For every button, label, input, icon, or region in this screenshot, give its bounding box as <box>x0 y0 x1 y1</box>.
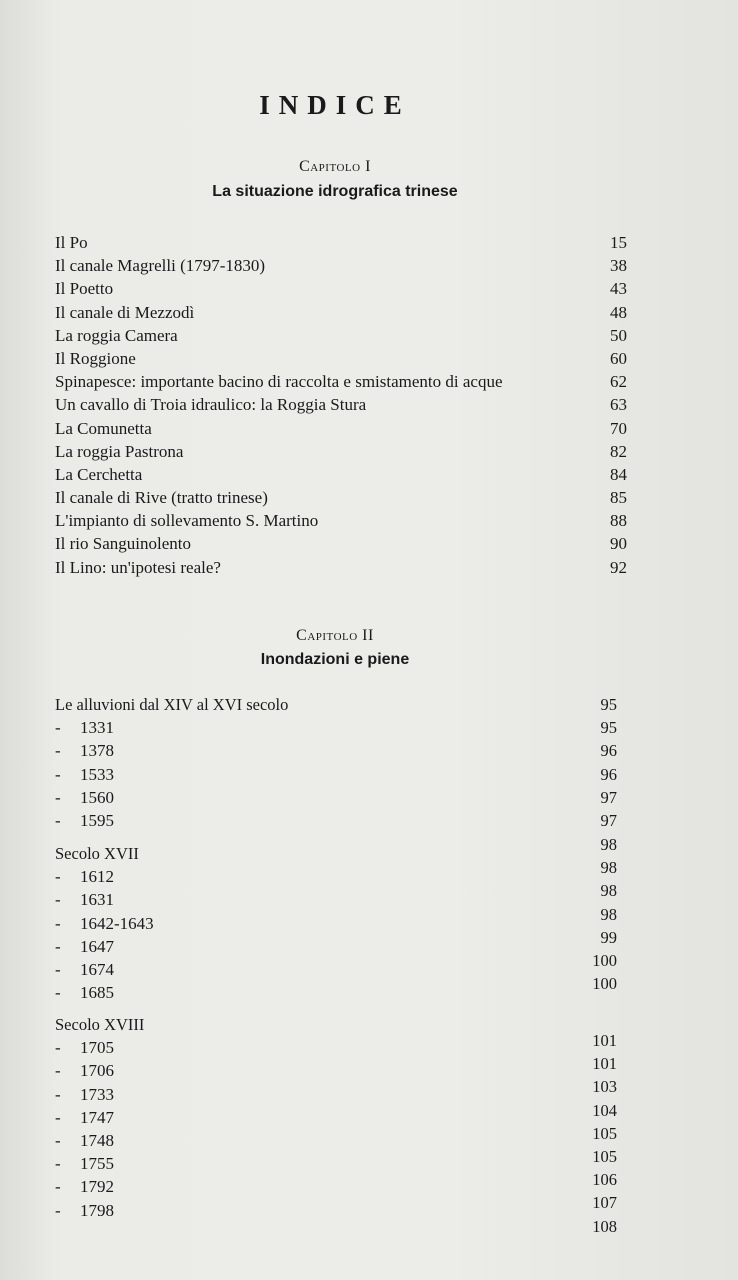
group-1-pages <box>570 693 617 832</box>
page-number: 101 <box>592 1054 617 1074</box>
page-number: 95 <box>600 695 617 714</box>
page-number: 97 <box>600 787 617 807</box>
toc-year-entry[interactable]: - 1755 <box>55 1154 114 1174</box>
toc-year-entry[interactable]: - 1631 <box>55 890 114 910</box>
toc-year-entry[interactable]: - 1747 <box>55 1107 114 1127</box>
page-number: 105 <box>592 1123 617 1143</box>
page-number: 105 <box>592 1146 617 1166</box>
page-number: 104 <box>592 1100 617 1120</box>
toc-group-heading[interactable]: Secolo XVII <box>55 844 139 863</box>
chapter-1-title: La situazione idrografica trinese <box>212 183 458 200</box>
toc-year-entry[interactable]: - 1798 <box>55 1200 114 1220</box>
page-number: 101 <box>592 1031 617 1050</box>
group-3-pages <box>570 1029 617 1238</box>
toc-entry[interactable]: La roggia Camera 50 <box>55 325 627 345</box>
page-number: 100 <box>592 950 617 970</box>
toc-year-entry[interactable]: - 1331 <box>55 718 114 738</box>
toc-year-entry[interactable]: - 1685 <box>55 983 114 1003</box>
page-number: 96 <box>600 764 617 784</box>
chapter-2-group-2 <box>55 842 627 1004</box>
toc-entry[interactable]: La roggia Pastrona 82 <box>55 441 627 461</box>
toc-entry[interactable]: La Cerchetta 84 <box>55 464 627 484</box>
index-title: INDICE <box>259 90 411 120</box>
toc-entry[interactable]: Il canale di Rive (tratto trinese) 85 <box>55 488 627 508</box>
page-number: 98 <box>600 835 617 854</box>
chapter-2-title: Inondazioni e piene <box>260 651 410 668</box>
group-2-pages <box>570 833 617 995</box>
toc-year-entry[interactable]: - 1647 <box>55 936 114 956</box>
page-number: 100 <box>592 974 617 994</box>
toc-year-entry[interactable]: - 1612 <box>55 867 114 887</box>
page-number: 108 <box>592 1216 617 1236</box>
page-number: 98 <box>600 904 617 924</box>
toc-year-entry[interactable]: - 1792 <box>55 1177 114 1197</box>
chapter-2-label: Capitolo II <box>296 627 374 644</box>
toc-entry[interactable]: Il canale di Mezzodì 48 <box>55 302 627 322</box>
page-number: 106 <box>592 1170 617 1190</box>
chapter-2-group-1 <box>55 693 627 832</box>
page-number: 95 <box>600 718 617 738</box>
toc-group-heading[interactable]: Le alluvioni dal XIV al XVI secolo <box>55 695 289 714</box>
toc-year-entry[interactable]: - 1642-1643 <box>55 913 154 933</box>
toc-year-entry[interactable]: - 1705 <box>55 1038 114 1058</box>
chapter-2-group-3 <box>55 1013 627 1222</box>
toc-entry[interactable]: Il Roggione 60 <box>55 348 627 368</box>
toc-entry[interactable]: La Comunetta 70 <box>55 418 627 438</box>
toc-year-entry[interactable]: - 1378 <box>55 741 114 761</box>
toc-year-entry[interactable]: - 1560 <box>55 787 114 807</box>
toc-entry[interactable]: Il rio Sanguinolento 90 <box>55 534 627 554</box>
toc-entry[interactable]: Spinapesce: importante bacino di raccolta e smistamento di acque 62 <box>55 372 627 392</box>
toc-entry[interactable]: Il Po 15 <box>55 233 627 252</box>
page-number: 107 <box>592 1193 617 1213</box>
toc-year-entry[interactable]: - 1706 <box>55 1061 114 1081</box>
toc-entry[interactable]: Il Lino: un'ipotesi reale? 92 <box>55 557 627 577</box>
toc-entry[interactable]: Il canale Magrelli (1797-1830) 38 <box>55 256 627 276</box>
toc-year-entry[interactable]: - 1533 <box>55 764 114 784</box>
toc-entry[interactable]: Un cavallo di Troia idraulico: la Roggia Stura 63 <box>55 395 627 415</box>
page-number: 98 <box>600 858 617 878</box>
toc-entry[interactable]: L'impianto di sollevamento S. Martino 88 <box>55 511 627 531</box>
page-number: 98 <box>600 881 617 901</box>
toc-entry[interactable]: Il Poetto 43 <box>55 279 627 299</box>
page-number: 103 <box>592 1077 617 1097</box>
toc-year-entry[interactable]: - 1674 <box>55 959 114 979</box>
page-number: 96 <box>600 741 617 761</box>
toc-year-entry[interactable]: - 1733 <box>55 1084 114 1104</box>
chapter-1-label: Capitolo I <box>299 158 371 175</box>
toc-group-heading[interactable]: Secolo XVIII <box>55 1015 145 1034</box>
chapter-1-toc <box>55 231 627 579</box>
page-number: 97 <box>600 810 617 830</box>
page-number: 99 <box>600 927 617 947</box>
toc-year-entry[interactable]: - 1595 <box>55 810 114 830</box>
toc-year-entry[interactable]: - 1748 <box>55 1130 114 1150</box>
